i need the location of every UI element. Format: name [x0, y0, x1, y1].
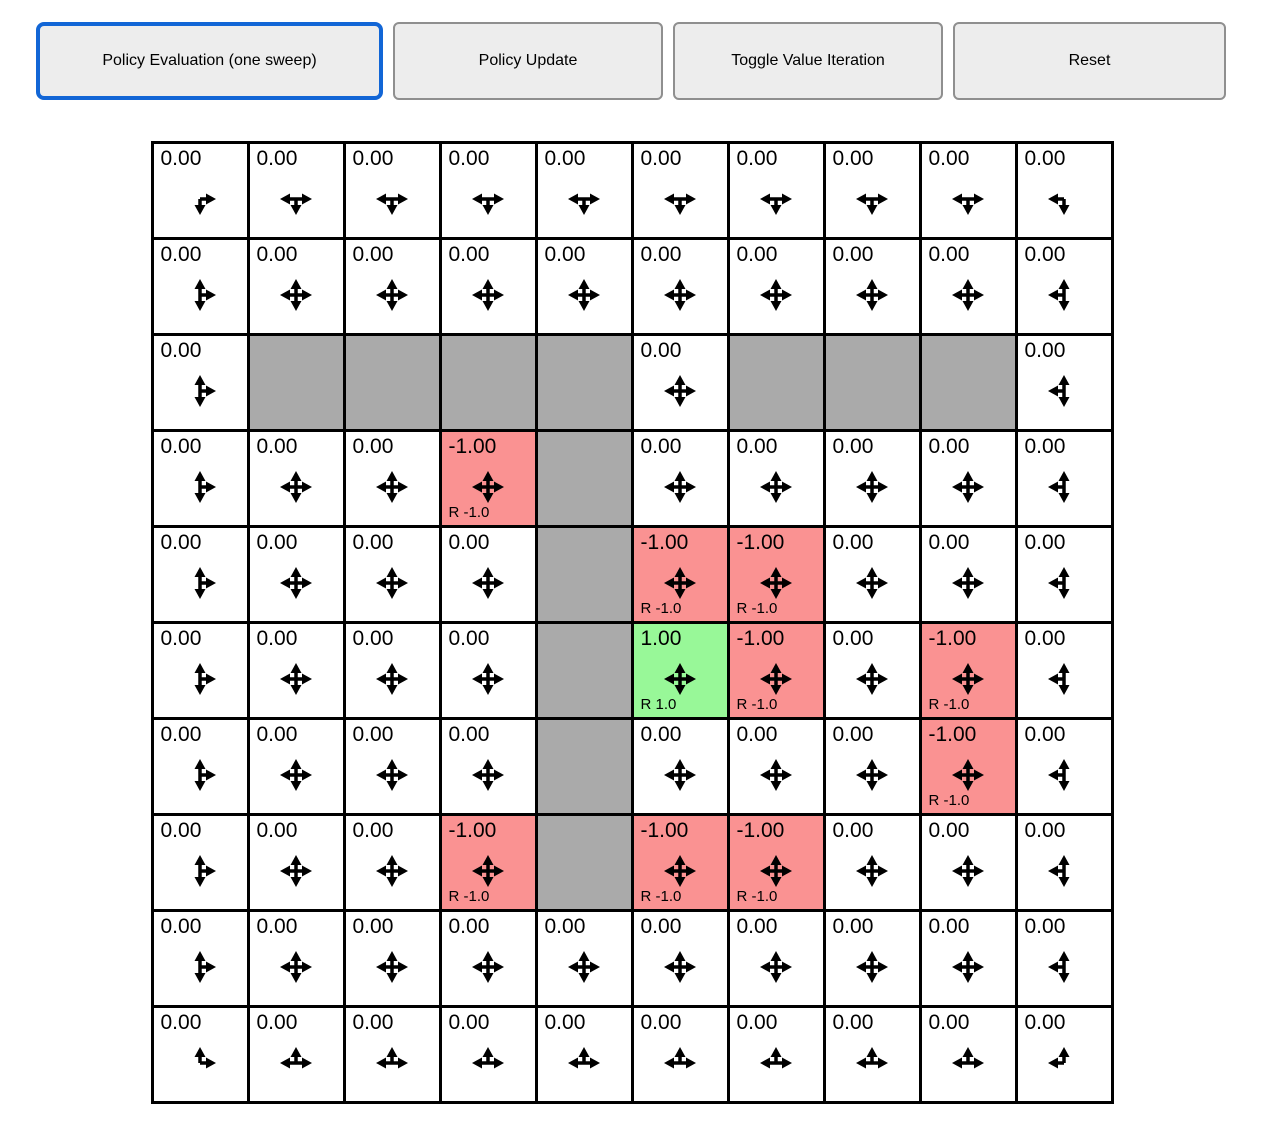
grid-cell-wall	[538, 432, 634, 528]
policy-arrows-icon	[180, 947, 220, 987]
policy-arrows-icon	[660, 659, 700, 699]
cell-value: -1.00	[736, 819, 785, 842]
grid-cell[interactable]	[346, 720, 442, 816]
cell-value: 0.00	[928, 915, 970, 938]
cell-value: 0.00	[160, 243, 202, 266]
grid-cell[interactable]	[730, 144, 826, 240]
policy-arrows-icon	[372, 179, 412, 219]
cell-value: 0.00	[256, 243, 298, 266]
cell-value: 0.00	[352, 1011, 394, 1034]
policy-arrows-icon	[1044, 371, 1084, 411]
grid-cell[interactable]	[826, 816, 922, 912]
policy-arrows-icon	[852, 275, 892, 315]
grid-cell[interactable]	[154, 816, 250, 912]
cell-value: -1.00	[928, 723, 977, 746]
grid-cell[interactable]	[442, 624, 538, 720]
grid-cell[interactable]	[634, 336, 730, 432]
policy-arrows-icon	[660, 371, 700, 411]
policy-arrows-icon	[372, 659, 412, 699]
grid-cell[interactable]	[730, 912, 826, 1008]
policy-arrows-icon	[276, 179, 316, 219]
cell-value: 0.00	[1024, 435, 1066, 458]
policy-arrows-icon	[180, 755, 220, 795]
cell-value: 0.00	[832, 627, 874, 650]
policy-arrows-icon	[852, 851, 892, 891]
policy-arrows-icon	[1044, 1043, 1084, 1083]
policy-arrows-icon	[180, 371, 220, 411]
grid-cell[interactable]	[922, 720, 1018, 816]
grid-cell[interactable]	[634, 624, 730, 720]
grid-cell[interactable]	[1018, 336, 1114, 432]
policy-arrows-icon	[1044, 275, 1084, 315]
grid-cell[interactable]	[730, 432, 826, 528]
policy-arrows-icon	[852, 659, 892, 699]
grid-cell[interactable]	[730, 720, 826, 816]
grid-cell-wall	[922, 336, 1018, 432]
grid-cell[interactable]	[154, 432, 250, 528]
cell-value: 0.00	[256, 147, 298, 170]
grid-cell-wall	[250, 336, 346, 432]
policy-arrows-icon	[660, 563, 700, 603]
grid-cell[interactable]	[826, 144, 922, 240]
grid-cell[interactable]	[634, 1008, 730, 1104]
policy-arrows-icon	[852, 563, 892, 603]
policy-arrows-icon	[372, 467, 412, 507]
grid-cell[interactable]	[250, 432, 346, 528]
cell-value: 0.00	[544, 147, 586, 170]
policy-arrows-icon	[1044, 851, 1084, 891]
cell-value: 0.00	[1024, 243, 1066, 266]
grid-cell[interactable]	[730, 1008, 826, 1104]
grid-cell[interactable]	[826, 240, 922, 336]
policy-arrows-icon	[180, 467, 220, 507]
cell-value: 0.00	[1024, 339, 1066, 362]
cell-value: 0.00	[256, 819, 298, 842]
policy-arrows-icon	[852, 467, 892, 507]
cell-reward-label: R -1.0	[736, 888, 778, 905]
policy-arrows-icon	[660, 851, 700, 891]
policy-arrows-icon	[660, 467, 700, 507]
policy-arrows-icon	[756, 1043, 796, 1083]
cell-value: 0.00	[640, 339, 682, 362]
cell-value: 0.00	[640, 723, 682, 746]
grid-cell[interactable]	[346, 816, 442, 912]
cell-reward-label: R -1.0	[736, 600, 778, 617]
grid-cell[interactable]	[922, 912, 1018, 1008]
policy-arrows-icon	[468, 755, 508, 795]
cell-value: -1.00	[736, 531, 785, 554]
policy-arrows-icon	[180, 1043, 220, 1083]
policy-arrows-icon	[276, 1043, 316, 1083]
policy-arrows-icon	[756, 275, 796, 315]
policy-arrows-icon	[1044, 179, 1084, 219]
cell-value: 0.00	[160, 339, 202, 362]
cell-value: 0.00	[352, 147, 394, 170]
grid-cell[interactable]	[826, 528, 922, 624]
cell-reward-label: R -1.0	[640, 600, 682, 617]
grid-cell-wall	[826, 336, 922, 432]
grid-cell[interactable]	[1018, 624, 1114, 720]
grid-cell[interactable]	[826, 720, 922, 816]
policy-arrows-icon	[468, 563, 508, 603]
grid-cell[interactable]	[730, 816, 826, 912]
grid-cell[interactable]	[1018, 432, 1114, 528]
policy-arrows-icon	[1044, 563, 1084, 603]
cell-value: 0.00	[1024, 531, 1066, 554]
grid-cell-wall	[442, 336, 538, 432]
cell-value: 0.00	[256, 627, 298, 650]
grid-cell[interactable]	[922, 240, 1018, 336]
cell-value: 0.00	[736, 243, 778, 266]
grid-cell[interactable]	[634, 432, 730, 528]
policy-arrows-icon	[564, 179, 604, 219]
cell-value: 0.00	[160, 627, 202, 650]
policy-update-button[interactable]: Policy Update	[393, 22, 663, 100]
grid-cell[interactable]	[154, 912, 250, 1008]
grid-cell-wall	[538, 624, 634, 720]
policy-arrows-icon	[276, 275, 316, 315]
toggle-value-iteration-button[interactable]: Toggle Value Iteration	[673, 22, 943, 100]
policy-arrows-icon	[564, 1043, 604, 1083]
policy-arrows-icon	[276, 947, 316, 987]
cell-value: 0.00	[256, 531, 298, 554]
cell-value: 0.00	[832, 915, 874, 938]
cell-value: 0.00	[448, 243, 490, 266]
cell-value: 0.00	[160, 915, 202, 938]
grid-cell[interactable]	[250, 144, 346, 240]
grid-cell[interactable]	[154, 144, 250, 240]
grid-cell[interactable]	[442, 528, 538, 624]
cell-value: 0.00	[736, 915, 778, 938]
policy-arrows-icon	[180, 851, 220, 891]
cell-value: 0.00	[1024, 915, 1066, 938]
grid-cell[interactable]	[826, 1008, 922, 1104]
policy-arrows-icon	[1044, 659, 1084, 699]
cell-value: 0.00	[928, 147, 970, 170]
grid-cell[interactable]	[346, 432, 442, 528]
grid-cell[interactable]	[250, 720, 346, 816]
grid-cell[interactable]	[154, 720, 250, 816]
grid-cell[interactable]	[634, 528, 730, 624]
cell-value: 0.00	[256, 915, 298, 938]
cell-value: 0.00	[640, 1011, 682, 1034]
grid-cell[interactable]	[154, 624, 250, 720]
policy-arrows-icon	[564, 947, 604, 987]
policy-arrows-icon	[852, 1043, 892, 1083]
policy-arrows-icon	[276, 659, 316, 699]
cell-value: 0.00	[1024, 627, 1066, 650]
policy-arrows-icon	[948, 659, 988, 699]
grid-cell[interactable]	[1018, 720, 1114, 816]
policy-arrows-icon	[756, 755, 796, 795]
cell-value: 0.00	[928, 819, 970, 842]
grid-cell[interactable]	[922, 432, 1018, 528]
grid-cell-wall	[538, 816, 634, 912]
grid-cell[interactable]	[922, 624, 1018, 720]
policy-arrows-icon	[468, 467, 508, 507]
policy-arrows-icon	[852, 755, 892, 795]
policy-arrows-icon	[468, 851, 508, 891]
policy-arrows-icon	[756, 179, 796, 219]
grid-cell[interactable]	[250, 624, 346, 720]
grid-cell[interactable]	[442, 432, 538, 528]
cell-value: 0.00	[256, 723, 298, 746]
grid-cell[interactable]	[922, 816, 1018, 912]
grid-cell[interactable]	[826, 624, 922, 720]
cell-value: 0.00	[640, 243, 682, 266]
grid-cell[interactable]	[538, 240, 634, 336]
grid-cell[interactable]	[250, 1008, 346, 1104]
cell-value: 0.00	[448, 531, 490, 554]
policy-arrows-icon	[948, 1043, 988, 1083]
cell-value: 0.00	[256, 1011, 298, 1034]
cell-value: 0.00	[1024, 1011, 1066, 1034]
policy-arrows-icon	[468, 275, 508, 315]
cell-value: 0.00	[160, 435, 202, 458]
grid-cell[interactable]	[346, 912, 442, 1008]
policy-arrows-icon	[852, 179, 892, 219]
policy-arrows-icon	[948, 275, 988, 315]
policy-arrows-icon	[756, 851, 796, 891]
cell-value: -1.00	[736, 627, 785, 650]
grid-cell[interactable]	[154, 1008, 250, 1104]
cell-value: 0.00	[736, 1011, 778, 1034]
grid-cell[interactable]	[634, 816, 730, 912]
cell-value: -1.00	[448, 819, 497, 842]
cell-value: 0.00	[1024, 147, 1066, 170]
cell-value: 0.00	[832, 819, 874, 842]
cell-value: 0.00	[640, 435, 682, 458]
cell-reward-label: R -1.0	[928, 792, 970, 809]
cell-reward-label: R -1.0	[640, 888, 682, 905]
grid-cell[interactable]	[634, 144, 730, 240]
policy-arrows-icon	[372, 563, 412, 603]
cell-value: 0.00	[352, 627, 394, 650]
grid-cell[interactable]	[154, 240, 250, 336]
cell-value: 0.00	[832, 147, 874, 170]
cell-value: 0.00	[160, 531, 202, 554]
policy-arrows-icon	[564, 275, 604, 315]
grid-cell[interactable]	[442, 240, 538, 336]
cell-reward-label: R -1.0	[448, 504, 490, 521]
gridworld	[151, 141, 1114, 1104]
cell-value: 0.00	[832, 531, 874, 554]
policy-arrows-icon	[756, 947, 796, 987]
grid-cell[interactable]	[922, 144, 1018, 240]
cell-value: 0.00	[640, 915, 682, 938]
cell-value: 0.00	[544, 243, 586, 266]
policy-arrows-icon	[660, 179, 700, 219]
cell-value: 0.00	[832, 243, 874, 266]
policy-arrows-icon	[948, 467, 988, 507]
cell-value: 0.00	[736, 723, 778, 746]
policy-arrows-icon	[1044, 755, 1084, 795]
policy-arrows-icon	[276, 467, 316, 507]
grid-cell[interactable]	[826, 432, 922, 528]
cell-value: 0.00	[352, 243, 394, 266]
grid-cell[interactable]	[154, 336, 250, 432]
grid-cell[interactable]	[250, 816, 346, 912]
cell-value: 0.00	[160, 819, 202, 842]
policy-arrows-icon	[180, 563, 220, 603]
grid-cell[interactable]	[442, 720, 538, 816]
cell-value: 0.00	[352, 723, 394, 746]
cell-value: 0.00	[352, 435, 394, 458]
reset-button[interactable]: Reset	[953, 22, 1226, 100]
grid-cell[interactable]	[346, 528, 442, 624]
grid-cell[interactable]	[442, 912, 538, 1008]
grid-cell-wall	[538, 720, 634, 816]
grid-cell[interactable]	[1018, 1008, 1114, 1104]
grid-cell[interactable]	[538, 144, 634, 240]
cell-value: 0.00	[1024, 723, 1066, 746]
grid-cell[interactable]	[634, 720, 730, 816]
policy-arrows-icon	[180, 275, 220, 315]
policy-arrows-icon	[372, 275, 412, 315]
policy-arrows-icon	[276, 755, 316, 795]
policy-arrows-icon	[468, 179, 508, 219]
grid-cell-wall	[730, 336, 826, 432]
policy-arrows-icon	[468, 1043, 508, 1083]
grid-cell[interactable]	[922, 528, 1018, 624]
grid-cell[interactable]	[442, 816, 538, 912]
policy-arrows-icon	[180, 179, 220, 219]
policy-arrows-icon	[372, 1043, 412, 1083]
cell-value: -1.00	[640, 531, 689, 554]
grid-cell[interactable]	[634, 912, 730, 1008]
cell-value: 0.00	[928, 1011, 970, 1034]
cell-value: 0.00	[1024, 819, 1066, 842]
policy-arrows-icon	[756, 467, 796, 507]
policy-arrows-icon	[852, 947, 892, 987]
toolbar	[36, 22, 1264, 100]
grid-cell[interactable]	[1018, 240, 1114, 336]
grid-cell[interactable]	[442, 144, 538, 240]
grid-cell[interactable]	[346, 1008, 442, 1104]
policy-arrows-icon	[660, 275, 700, 315]
cell-value: 0.00	[352, 915, 394, 938]
grid-cell[interactable]	[346, 144, 442, 240]
grid-cell[interactable]	[634, 240, 730, 336]
grid-cell[interactable]	[730, 528, 826, 624]
policy-arrows-icon	[948, 947, 988, 987]
grid-cell[interactable]	[250, 912, 346, 1008]
cell-value: 0.00	[160, 1011, 202, 1034]
grid-cell[interactable]	[1018, 816, 1114, 912]
policy-arrows-icon	[1044, 947, 1084, 987]
policy-arrows-icon	[948, 851, 988, 891]
policy-arrows-icon	[660, 755, 700, 795]
policy-arrows-icon	[1044, 467, 1084, 507]
cell-reward-label: R -1.0	[928, 696, 970, 713]
policy-arrows-icon	[372, 947, 412, 987]
grid-cell[interactable]	[1018, 528, 1114, 624]
cell-value: 0.00	[928, 531, 970, 554]
grid-cell[interactable]	[1018, 912, 1114, 1008]
policy-arrows-icon	[756, 659, 796, 699]
grid-cell[interactable]	[826, 912, 922, 1008]
grid-cell[interactable]	[538, 1008, 634, 1104]
cell-value: 0.00	[736, 435, 778, 458]
policy-arrows-icon	[372, 851, 412, 891]
cell-value: 0.00	[640, 147, 682, 170]
cell-reward-label: R 1.0	[640, 696, 677, 713]
policy-arrows-icon	[276, 563, 316, 603]
grid-cell[interactable]	[250, 240, 346, 336]
cell-value: 0.00	[256, 435, 298, 458]
policy-arrows-icon	[660, 1043, 700, 1083]
cell-value: 0.00	[928, 435, 970, 458]
cell-value: 0.00	[736, 147, 778, 170]
cell-value: -1.00	[928, 627, 977, 650]
cell-value: 1.00	[640, 627, 682, 650]
grid-cell[interactable]	[250, 528, 346, 624]
cell-value: 0.00	[448, 627, 490, 650]
policy-arrows-icon	[756, 563, 796, 603]
grid-cell[interactable]	[922, 1008, 1018, 1104]
cell-value: 0.00	[352, 819, 394, 842]
policy-arrows-icon	[180, 659, 220, 699]
cell-reward-label: R -1.0	[448, 888, 490, 905]
cell-value: 0.00	[448, 147, 490, 170]
cell-value: 0.00	[544, 1011, 586, 1034]
policy-arrows-icon	[468, 947, 508, 987]
cell-value: -1.00	[448, 435, 497, 458]
cell-value: 0.00	[352, 531, 394, 554]
grid-cell[interactable]	[442, 1008, 538, 1104]
grid-cell[interactable]	[1018, 144, 1114, 240]
policy-arrows-icon	[948, 563, 988, 603]
grid-cell-wall	[538, 528, 634, 624]
cell-value: 0.00	[448, 723, 490, 746]
policy-arrows-icon	[468, 659, 508, 699]
policy-evaluation-button[interactable]: Policy Evaluation (one sweep)	[36, 22, 383, 100]
policy-arrows-icon	[948, 179, 988, 219]
cell-value: 0.00	[544, 915, 586, 938]
cell-value: 0.00	[160, 147, 202, 170]
grid-cell[interactable]	[730, 624, 826, 720]
cell-value: 0.00	[448, 1011, 490, 1034]
cell-value: 0.00	[448, 915, 490, 938]
cell-value: 0.00	[832, 1011, 874, 1034]
grid-cell[interactable]	[538, 912, 634, 1008]
policy-arrows-icon	[948, 755, 988, 795]
cell-value: 0.00	[928, 243, 970, 266]
cell-value: -1.00	[640, 819, 689, 842]
grid-cell-wall	[346, 336, 442, 432]
grid-cell[interactable]	[346, 624, 442, 720]
cell-value: 0.00	[832, 435, 874, 458]
cell-value: 0.00	[160, 723, 202, 746]
policy-arrows-icon	[276, 851, 316, 891]
cell-value: 0.00	[832, 723, 874, 746]
policy-arrows-icon	[372, 755, 412, 795]
policy-arrows-icon	[660, 947, 700, 987]
grid-cell[interactable]	[154, 528, 250, 624]
grid-cell-wall	[538, 336, 634, 432]
grid-cell[interactable]	[730, 240, 826, 336]
grid-cell[interactable]	[346, 240, 442, 336]
cell-reward-label: R -1.0	[736, 696, 778, 713]
